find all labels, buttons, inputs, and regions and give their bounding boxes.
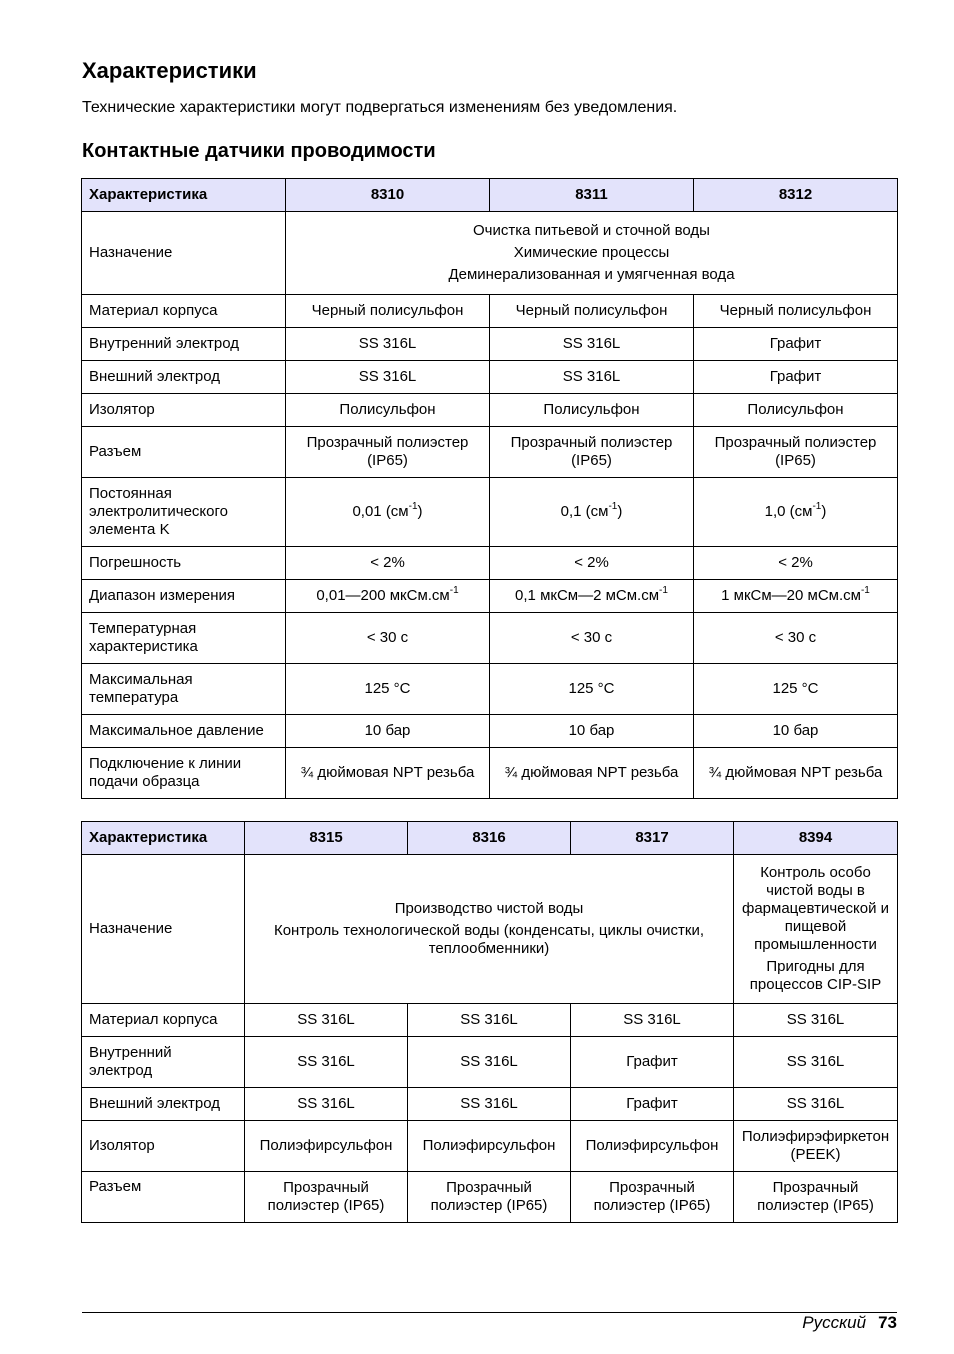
table-cell: Прозрачный полиэстер (IP65): [734, 1172, 898, 1223]
row-label: Температурная характеристика: [82, 613, 286, 664]
row-label: Разъем: [82, 1172, 245, 1223]
table-cell: SS 316L: [245, 1037, 408, 1088]
table-cell: < 30 с: [694, 613, 898, 664]
table-cell: 10 бар: [286, 715, 490, 748]
footer-language: Русский: [802, 1313, 867, 1332]
table-cell: Полиэфирсульфон: [571, 1121, 734, 1172]
table-row: [82, 664, 898, 715]
table-row: [82, 1037, 898, 1088]
table-cell: Полиэфирсульфон: [245, 1121, 408, 1172]
table-cell: < 30 с: [286, 613, 490, 664]
table-cell: 125 °C: [286, 664, 490, 715]
row-label: Назначение: [82, 855, 245, 1004]
table-cell: Полисульфон: [490, 394, 694, 427]
spec-table-1: [81, 178, 898, 799]
page-number: 73: [878, 1313, 897, 1332]
table-row: [82, 580, 898, 613]
table-cell: SS 316L: [734, 1088, 898, 1121]
header-cell: Характеристика: [82, 822, 245, 855]
table-cell: SS 316L: [286, 328, 490, 361]
table-header-row: [82, 179, 898, 212]
purpose-line: Производство чистой воды: [394, 899, 584, 917]
table-cell: Прозрачный полиэстер (IP65): [694, 427, 898, 478]
table-row: [82, 547, 898, 580]
header-cell: 8316: [408, 822, 571, 855]
table-row: [82, 855, 898, 1004]
table-row: [82, 1004, 898, 1037]
table-cell: Графит: [694, 361, 898, 394]
table-cell: 10 бар: [694, 715, 898, 748]
row-label: Максимальное давление: [82, 715, 286, 748]
header-cell: 8312: [694, 179, 898, 212]
row-label: Назначение: [82, 212, 286, 295]
table-cell: 125 °C: [490, 664, 694, 715]
spec-table-2: [81, 821, 898, 1223]
table-header-row: [82, 822, 898, 855]
row-label: Материал корпуса: [82, 295, 286, 328]
table-row: [82, 1088, 898, 1121]
table-cell: ¾ дюймовая NPT резьба: [286, 748, 490, 799]
table-cell: 0,1 мкСм—2 $мСм.см^{-1}$: [490, 580, 694, 613]
header-cell: Характеристика: [82, 179, 286, 212]
table-cell: ¾ дюймовая NPT резьба: [490, 748, 694, 799]
table-row: [82, 748, 898, 799]
intro-text: Технические характеристики могут подвергаться изменениям без уведомления.: [82, 99, 678, 116]
row-label: Максимальная температура: [82, 664, 286, 715]
row-label: Внутренний электрод: [82, 328, 286, 361]
table-cell: Полисульфон: [286, 394, 490, 427]
table-row: [82, 212, 898, 295]
table-cell: < 30 с: [490, 613, 694, 664]
table-cell: ¾ дюймовая NPT резьба: [694, 748, 898, 799]
table-row: [82, 394, 898, 427]
table-cell: 1 мкСм—20 $мСм.см^{-1}$: [694, 580, 898, 613]
table-cell: Черный полисульфон: [694, 295, 898, 328]
row-label: Погрешность: [82, 547, 286, 580]
section-title: Контактные датчики проводимости: [82, 140, 436, 162]
table-cell: 125 °C: [694, 664, 898, 715]
table-cell: SS 316L: [245, 1004, 408, 1037]
purpose-cell: [245, 855, 734, 1004]
table-cell: Полисульфон: [694, 394, 898, 427]
purpose-line: Очистка питьевой и сточной воды: [473, 221, 710, 239]
table-cell: Полиэфирсульфон: [408, 1121, 571, 1172]
row-label: Изолятор: [82, 394, 286, 427]
table-row: [82, 715, 898, 748]
row-label: Внешний электрод: [82, 361, 286, 394]
header-cell: 8394: [734, 822, 898, 855]
table-cell: < 2%: [490, 547, 694, 580]
table-cell: 0,01—200 $мкСм.см^{-1}$: [286, 580, 490, 613]
table-cell: SS 316L: [734, 1037, 898, 1088]
table-cell: Черный полисульфон: [286, 295, 490, 328]
header-cell: 8317: [571, 822, 734, 855]
purpose-cell: [286, 212, 898, 295]
purpose-line: Деминерализованная и умягченная вода: [448, 265, 735, 283]
table-row: [82, 1172, 898, 1223]
table-cell: 1,0 $(см^{-1})$: [694, 478, 898, 547]
row-label: Разъем: [82, 427, 286, 478]
table-cell: Черный полисульфон: [490, 295, 694, 328]
table-row: [82, 295, 898, 328]
header-cell: 8310: [286, 179, 490, 212]
purpose-cell: [734, 855, 898, 1004]
table-cell: Графит: [571, 1037, 734, 1088]
table-cell: Графит: [571, 1088, 734, 1121]
row-label: Внешний электрод: [82, 1088, 245, 1121]
table-cell: 0,01 $(см^{-1})$: [286, 478, 490, 547]
table-row: [82, 1121, 898, 1172]
table-cell: Прозрачный полиэстер (IP65): [286, 427, 490, 478]
table-cell: Прозрачный полиэстер (IP65): [245, 1172, 408, 1223]
table-row: [82, 478, 898, 547]
table-row: [82, 328, 898, 361]
header-cell: 8311: [490, 179, 694, 212]
table-cell: Полиэфирэфиркетон (PEEK): [734, 1121, 898, 1172]
footer-divider: [82, 1312, 897, 1313]
table-cell: SS 316L: [245, 1088, 408, 1121]
header-cell: 8315: [245, 822, 408, 855]
row-label: Постоянная электролитического элемента K: [82, 478, 286, 547]
table-cell: SS 316L: [408, 1004, 571, 1037]
table-cell: Прозрачный полиэстер (IP65): [408, 1172, 571, 1223]
table-cell: SS 316L: [286, 361, 490, 394]
table-cell: Прозрачный полиэстер (IP65): [490, 427, 694, 478]
table-cell: SS 316L: [408, 1088, 571, 1121]
table-cell: < 2%: [286, 547, 490, 580]
row-label: Подключение к линии подачи образца: [82, 748, 286, 799]
purpose-line: Пригодны для процессов CIP-SIP: [749, 957, 882, 993]
table-cell: 10 бар: [490, 715, 694, 748]
table-cell: SS 316L: [408, 1037, 571, 1088]
purpose-line: Контроль технологической воды (конденсаты, циклы очистки, теплообменники): [273, 921, 705, 957]
row-label: Диапазон измерения: [82, 580, 286, 613]
page-footer: [802, 1313, 897, 1333]
table-cell: Прозрачный полиэстер (IP65): [571, 1172, 734, 1223]
page-title: Характеристики: [82, 58, 257, 83]
table-row: [82, 361, 898, 394]
table-cell: SS 316L: [490, 328, 694, 361]
row-label: Изолятор: [82, 1121, 245, 1172]
table-cell: < 2%: [694, 547, 898, 580]
table-cell: SS 316L: [571, 1004, 734, 1037]
row-label: Материал корпуса: [82, 1004, 245, 1037]
table-cell: SS 316L: [490, 361, 694, 394]
table-cell: 0,1 $(см^{-1})$: [490, 478, 694, 547]
purpose-line: Контроль особо чистой воды в фармацевтической и пищевой промышленности: [742, 863, 889, 953]
table-row: [82, 613, 898, 664]
table-cell: Графит: [694, 328, 898, 361]
purpose-line: Химические процессы: [513, 243, 670, 261]
table-row: [82, 427, 898, 478]
table-cell: SS 316L: [734, 1004, 898, 1037]
row-label: Внутренний электрод: [82, 1037, 245, 1088]
